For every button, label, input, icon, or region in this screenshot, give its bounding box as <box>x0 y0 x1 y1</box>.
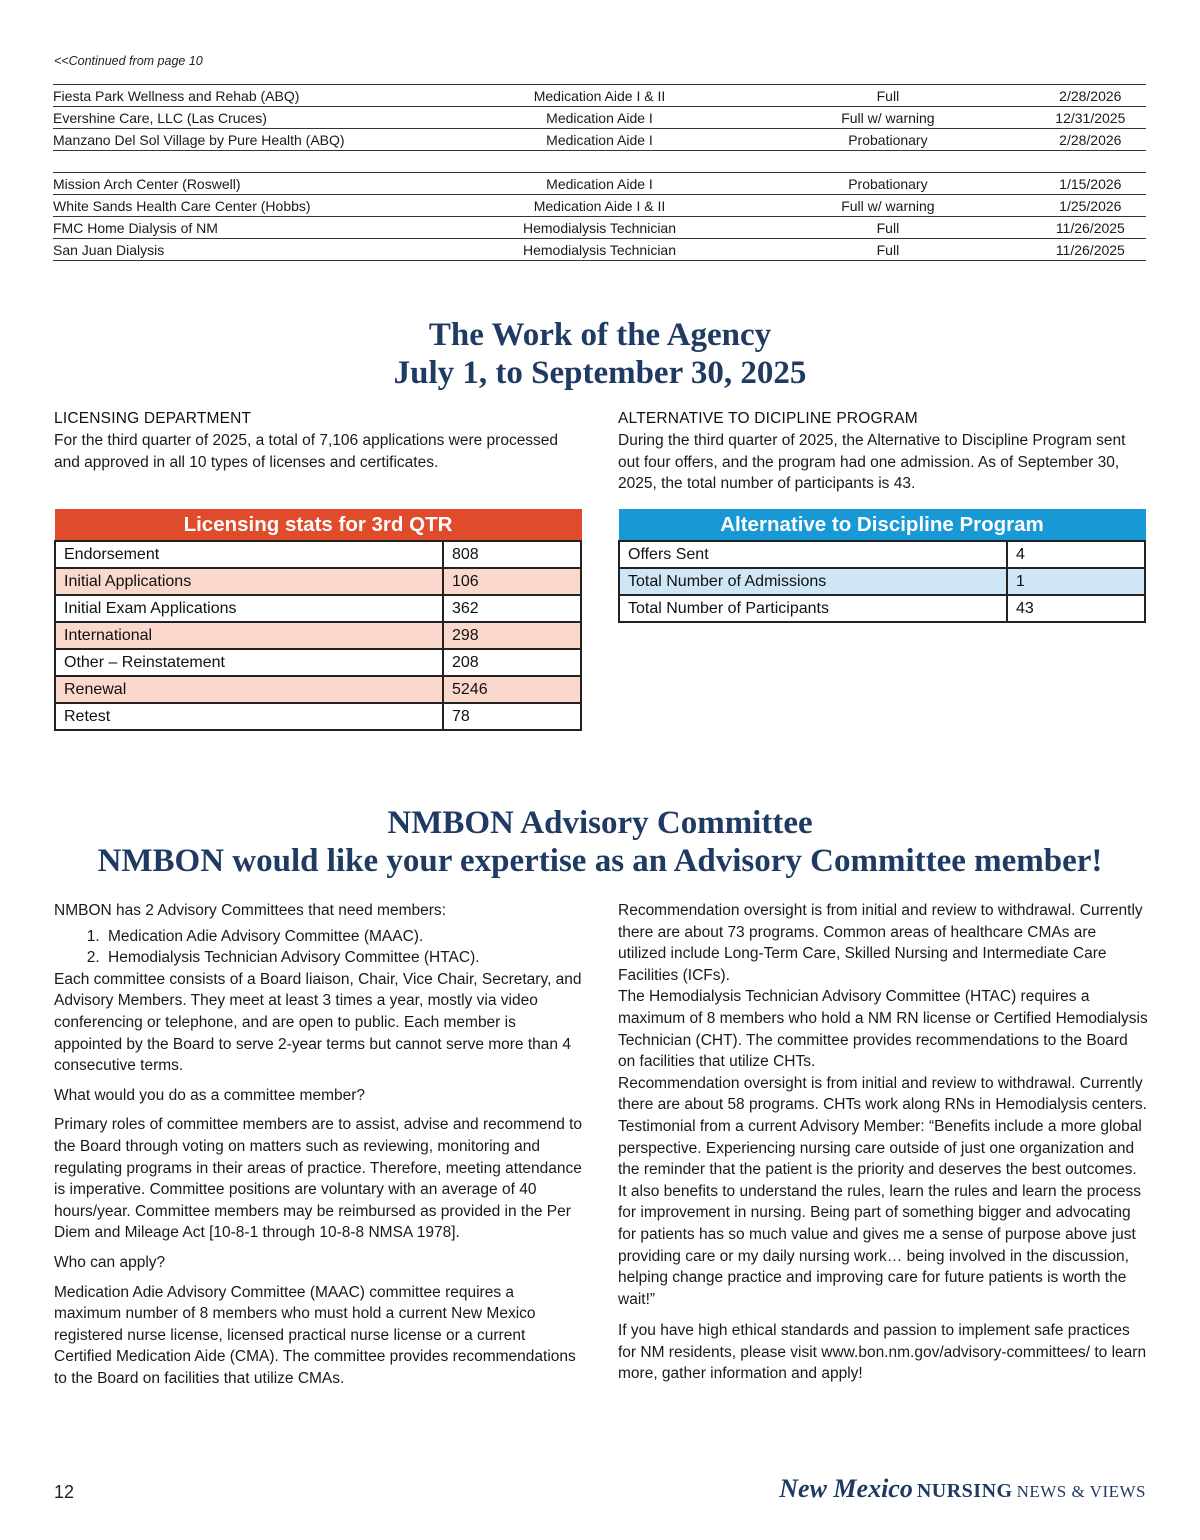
stat-value: 78 <box>443 703 581 730</box>
advisory-call-to-action: If you have high ethical standards and passion to implement safe practices for NM residents, please visit www.bon.nm.gov/advisory-committees/ to learn more, gather information and apply! <box>618 1322 1147 1383</box>
table-row <box>53 217 1146 239</box>
facility-program: Medication Aide I & II <box>458 195 741 217</box>
facility-date: 2/28/2026 <box>1035 129 1146 151</box>
stat-value: 5246 <box>443 676 581 703</box>
table-row <box>619 595 1145 622</box>
facility-name: White Sands Health Care Center (Hobbs) <box>53 195 458 217</box>
committee-list <box>54 926 584 969</box>
stat-value: 208 <box>443 649 581 676</box>
advisory-right3: Recommendation oversight is from initial and review to withdrawal. Currently there are about 58 programs. CHTs work along RNs in Hemodialysis centers. <box>618 1074 1147 1114</box>
agency-title-line1: The Work of the Agency <box>428 317 772 353</box>
licensing-stats-table <box>54 509 582 731</box>
advisory-title <box>0 804 1200 880</box>
facility-date: 2/28/2026 <box>1035 85 1146 107</box>
atd-column <box>618 410 1148 495</box>
table-row <box>53 239 1146 261</box>
facility-date: 11/26/2025 <box>1035 217 1146 239</box>
facility-status: Full w/ warning <box>741 107 1034 129</box>
question-heading: What would you do as a committee member? <box>54 1086 365 1104</box>
stat-label: Total Number of Participants <box>619 595 1007 622</box>
facility-name: Manzano Del Sol Village by Pure Health (ABQ) <box>53 129 458 151</box>
question-heading: Who can apply? <box>54 1253 166 1271</box>
facility-program: Hemodialysis Technician <box>458 239 741 261</box>
atd-stats-table <box>618 509 1146 623</box>
stat-value: 4 <box>1007 541 1145 568</box>
stat-value: 808 <box>443 541 581 568</box>
table-row <box>53 173 1146 195</box>
facility-name: Evershine Care, LLC (Las Cruces) <box>53 107 458 129</box>
list-item: 2. Hemodialysis Technician Advisory Committee (HTAC). <box>104 947 584 969</box>
table-row <box>55 622 581 649</box>
facility-name: FMC Home Dialysis of NM <box>53 217 458 239</box>
advisory-right1: Recommendation oversight is from initial and review to withdrawal. Currently there are about 73 programs. Common areas of healthcare CMAs are utilized include Long-Term Care, Skilled Nursing and Intermediate Care Facilities (ICFs). <box>618 902 1143 984</box>
agency-title-line2: July 1, to September 30, 2025 <box>393 355 807 391</box>
brand-strong: NURSING <box>916 1480 1013 1502</box>
licensing-heading: LICENSING DEPARTMENT <box>54 410 252 427</box>
table-row <box>55 595 581 622</box>
stat-label: Initial Exam Applications <box>55 595 443 622</box>
facility-name: San Juan Dialysis <box>53 239 458 261</box>
facility-status: Full <box>741 85 1034 107</box>
table-row <box>55 649 581 676</box>
table-row <box>55 541 581 568</box>
facility-status: Full w/ warning <box>741 195 1034 217</box>
stat-label: Total Number of Admissions <box>619 568 1007 595</box>
brand-rest: NEWS & VIEWS <box>1016 1482 1146 1501</box>
table-row <box>55 676 581 703</box>
page-number: 12 <box>54 1482 75 1502</box>
stat-label: Retest <box>55 703 443 730</box>
advisory-left-column <box>54 900 584 1389</box>
facility-status: Probationary <box>741 173 1034 195</box>
atd-text: During the third quarter of 2025, the Alternative to Discipline Program sent out four offers, and the program had one admission. As of September 30, 2025, the total number of participants is 43. <box>618 432 1126 492</box>
table-row <box>619 541 1145 568</box>
facility-program: Hemodialysis Technician <box>458 217 741 239</box>
table-row <box>53 107 1146 129</box>
facility-program: Medication Aide I <box>458 107 741 129</box>
table-row <box>55 703 581 730</box>
licensing-stats-title: Licensing stats for 3rd QTR <box>55 510 581 542</box>
facility-program: Medication Aide I & II <box>458 85 741 107</box>
facility-name: Fiesta Park Wellness and Rehab (ABQ) <box>53 85 458 107</box>
licensing-text: For the third quarter of 2025, a total of 7,106 applications were processed and approved in all 10 types of licenses and certificates. <box>54 432 559 471</box>
table-spacer-row <box>53 151 1146 173</box>
licensing-column <box>54 410 574 473</box>
advisory-right-column <box>618 900 1148 1385</box>
facility-status: Full <box>741 239 1034 261</box>
advisory-testimonial: Testimonial from a current Advisory Member: “Benefits include a more global perspective. Experiencing nursing care outside of just one organization and the reminder that the patient is the priority and deserves the best outcomes. It also benefits to understand the rules, learn the rules and learn the process for improvement in nursing. Being part of something bigger and advocating for patients has so much value and gives me a sense of purpose above just providing care or my daily nursing work… being involved in the discussion, helping change practice and improving care for future patients is worth the wait!” <box>618 1117 1142 1308</box>
facility-table <box>53 84 1146 261</box>
stat-label: International <box>55 622 443 649</box>
stat-label: Initial Applications <box>55 568 443 595</box>
advisory-intro: NMBON has 2 Advisory Committees that need members: <box>54 902 446 919</box>
stat-label: Other – Reinstatement <box>55 649 443 676</box>
facility-status: Full <box>741 217 1034 239</box>
advisory-right2: The Hemodialysis Technician Advisory Committee (HTAC) requires a maximum of 8 members who hold a NM RN license or Certified Hemodialysis Technician (CHT). The committee provides recommendations to the Board on facilities that utilize CHTs. <box>618 988 1148 1071</box>
facility-program: Medication Aide I <box>458 129 741 151</box>
stat-value: 106 <box>443 568 581 595</box>
stat-value: 43 <box>1007 595 1145 622</box>
facility-date: 1/15/2026 <box>1035 173 1146 195</box>
facility-date: 12/31/2025 <box>1035 107 1146 129</box>
stat-value: 1 <box>1007 568 1145 595</box>
stat-label: Endorsement <box>55 541 443 568</box>
facility-name: Mission Arch Center (Roswell) <box>53 173 458 195</box>
table-row <box>53 85 1146 107</box>
brand-script: New Mexico <box>779 1474 913 1503</box>
table-row <box>53 195 1146 217</box>
advisory-para3: Medication Adie Advisory Committee (MAAC) committee requires a maximum number of 8 members who must hold a current New Mexico registered nurse license, licensed practical nurse license or a current Certified Medication Aide (CMA). The committee provides recommendations to the Board on facilities that utilize CMAs. <box>54 1283 576 1387</box>
stat-label: Renewal <box>55 676 443 703</box>
facility-date: 11/26/2025 <box>1035 239 1146 261</box>
table-row <box>53 129 1146 151</box>
stat-value: 362 <box>443 595 581 622</box>
stat-value: 298 <box>443 622 581 649</box>
publication-logo <box>779 1474 1146 1504</box>
table-row <box>619 568 1145 595</box>
table-row <box>55 568 581 595</box>
facility-date: 1/25/2026 <box>1035 195 1146 217</box>
list-item: 1. Medication Adie Advisory Committee (MAAC). <box>104 926 584 948</box>
facility-program: Medication Aide I <box>458 173 741 195</box>
agency-title <box>0 316 1200 392</box>
atd-heading: ALTERNATIVE TO DICIPLINE PROGRAM <box>618 410 918 427</box>
advisory-para1: Each committee consists of a Board liaison, Chair, Vice Chair, Secretary, and Advisory Members. They meet at least 3 times a year, mostly via video conferencing or telephone, and are open to public. Each member is appointed by the Board to serve 2-year terms but cannot serve more than 4 consecutive terms. <box>54 970 582 1075</box>
advisory-para2: Primary roles of committee members are to assist, advise and recommend to the Board through voting on matters such as reviewing, monitoring and regulating programs in their areas of practice. Therefore, meeting attendance is imperative. Committee positions are voluntary with an average of 40 hours/year. Committee members may be reimbursed as provided in the Per Diem and Mileage Act [10-8-1 through 10-8-8 NMSA 1978]. <box>54 1116 583 1242</box>
advisory-title-line2: NMBON would like your expertise as an Advisory Committee member! <box>97 843 1103 879</box>
stat-label: Offers Sent <box>619 541 1007 568</box>
atd-stats-title: Alternative to Discipline Program <box>619 510 1145 542</box>
continued-note: <<Continued from page 10 <box>54 54 203 68</box>
facility-status: Probationary <box>741 129 1034 151</box>
advisory-title-line1: NMBON Advisory Committee <box>387 805 813 841</box>
